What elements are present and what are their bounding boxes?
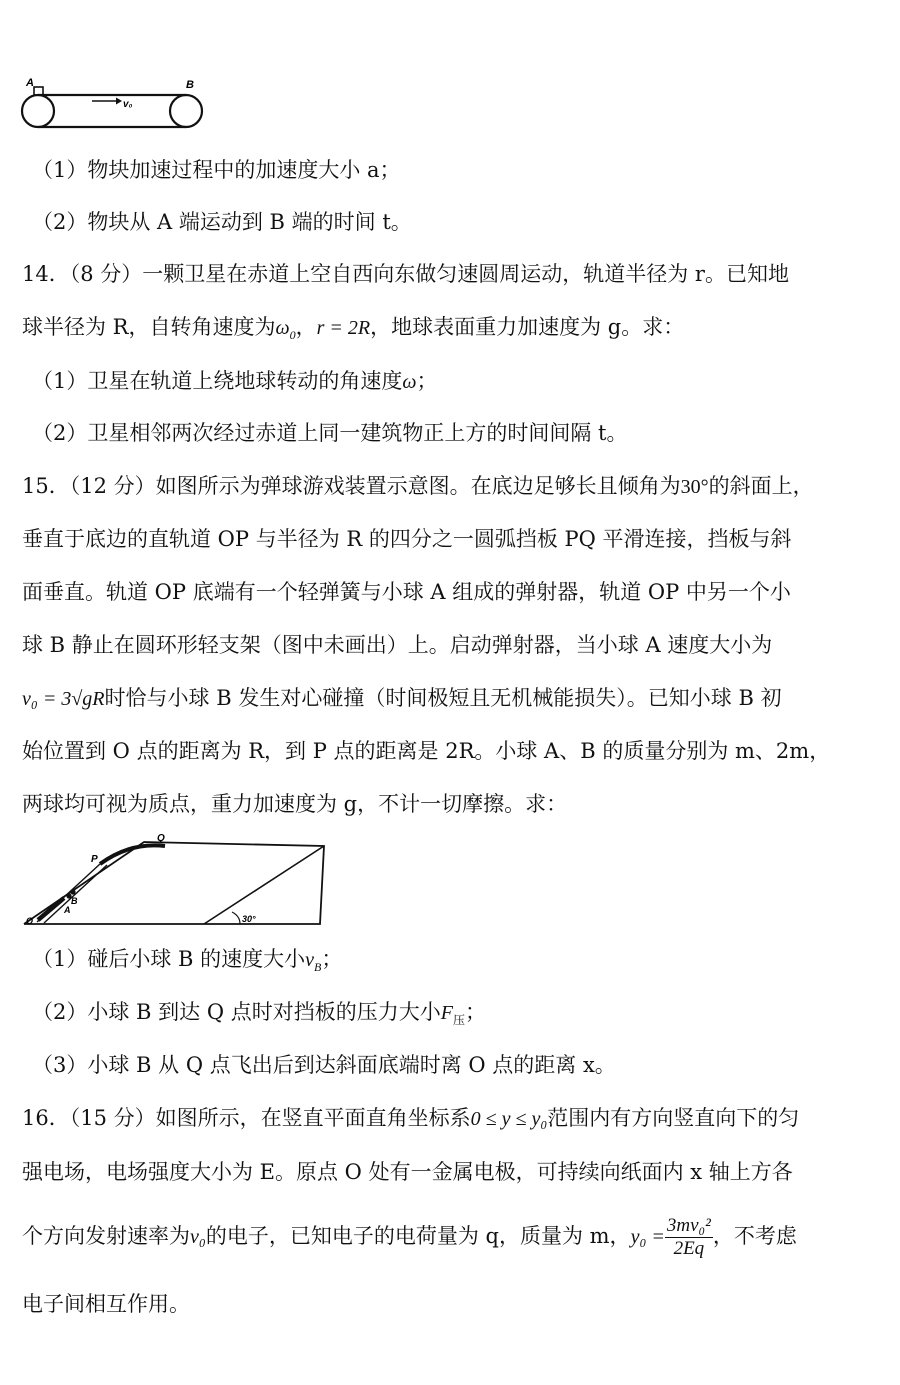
q14-part1-text: （1）卫星在轨道上绕地球转动的角速度	[32, 369, 403, 393]
slope-label-b: B	[71, 896, 78, 906]
q16-line3-text-c: ，不考虑	[712, 1224, 797, 1248]
q14-part1-end: ；	[416, 369, 438, 393]
q13-part1: （1）物块加速过程中的加速度大小 a；	[32, 158, 401, 182]
q16-line1-text-a: 16．（15 分）如图所示，在竖直平面直角坐标系	[22, 1106, 471, 1130]
q15-part1-text: （1）碰后小球 B 的速度大小	[32, 947, 306, 971]
q16-line1	[22, 1103, 799, 1134]
incline-track-figure	[18, 832, 330, 932]
slope-label-o: O	[26, 916, 34, 926]
omega0-symbol: $\omega_0$	[275, 317, 296, 342]
v0-formula: v₀ = 3√gR	[22, 688, 105, 710]
slope-label-p: P	[91, 854, 98, 865]
q13-part2: （2）物块从 A 端运动到 B 端的时间 t。	[32, 210, 412, 234]
q14-line1: 14．（8 分）一颗卫星在赤道上空自西向东做匀速圆周运动，轨道半径为 r。已知地	[22, 262, 789, 286]
q15-line6: 始位置到 O 点的距离为 R，到 P 点的距离是 2R。小球 A、B 的质量分别为 m、2m，	[22, 739, 831, 763]
conveyor-belt-figure	[18, 76, 213, 134]
incline-angle: 30°	[680, 476, 709, 498]
q16-line1-text-b: 范围内有方向竖直向下的匀	[547, 1106, 800, 1130]
belt-label-a: A	[26, 77, 34, 89]
q15-line1-text-a: 15．（12 分）如图所示为弹球游戏装置示意图。在底边足够长且倾角为	[22, 474, 681, 498]
y0-fraction	[665, 1215, 713, 1260]
q16-line3-text-a: 个方向发射速率为	[22, 1224, 190, 1248]
q14-part2: （2）卫星相邻两次经过赤道上同一建筑物正上方的时间间隔 t。	[32, 421, 628, 445]
q15-line3: 面垂直。轨道 OP 底端有一个轻弹簧与小球 A 组成的弹射器，轨道 OP 中另一个小	[22, 580, 791, 604]
q14-separator: ，	[295, 315, 317, 339]
force-symbol: $F_压$	[440, 1002, 465, 1027]
v0-symbol: v₀	[190, 1226, 206, 1248]
q14-part1	[32, 366, 437, 397]
y0-numerator: 3mv₀²	[666, 1215, 711, 1236]
q15-line1-text-b: 的斜面上，	[708, 474, 814, 498]
q16-line2: 强电场，电场强度大小为 E。原点 O 处有一金属电极，可持续向纸面内 x 轴上方各	[22, 1160, 793, 1184]
q15-part2-text: （2）小球 B 到达 Q 点时对挡板的压力大小	[32, 1000, 441, 1024]
slope-label-a: A	[64, 905, 71, 915]
field-range-formula: 0 ≤ y ≤ y₀	[470, 1108, 548, 1130]
q14-line2-text-b: ，地球表面重力加速度为 g。求：	[370, 315, 685, 339]
q15-part3: （3）小球 B 从 Q 点飞出后到达斜面底端时离 O 点的距离 x。	[32, 1053, 616, 1077]
q16-line3	[22, 1212, 797, 1261]
q16-line4: 电子间相互作用。	[22, 1292, 190, 1316]
belt-label-b: B	[186, 79, 194, 91]
slope-angle-label: 30°	[242, 914, 256, 924]
q15-line7: 两球均可视为质点，重力加速度为 g，不计一切摩擦。求：	[22, 792, 568, 816]
q15-part2	[32, 997, 486, 1035]
orbit-radius-formula: r = 2R	[316, 317, 371, 339]
q15-line2: 垂直于底边的直轨道 OP 与半径为 R 的四分之一圆弧挡板 PQ 平滑连接，挡板与斜	[22, 527, 792, 551]
q15-part2-end: ；	[464, 1000, 486, 1024]
y0-lhs: y₀ =	[630, 1226, 665, 1248]
q15-line4: 球 B 静止在圆环形轻支架（图中未画出）上。启动弹射器，当小球 A 速度大小为	[22, 633, 773, 657]
belt-label-v0: v₀	[123, 99, 133, 110]
vb-symbol: $v_B$	[305, 949, 322, 974]
q15-line5	[22, 683, 782, 714]
q15-line5-text: 时恰与小球 B 发生对心碰撞（时间极短且无机械能损失）。已知小球 B 初	[104, 686, 782, 710]
q15-part1	[32, 944, 342, 982]
q15-line1	[22, 471, 814, 502]
y0-denominator: 2Eq	[673, 1238, 705, 1259]
q15-part1-end: ；	[321, 947, 343, 971]
slope-label-q: Q	[157, 833, 165, 844]
omega-symbol: ω	[402, 371, 417, 393]
q14-line2	[22, 312, 684, 350]
q16-line3-text-b: 的电子，已知电子的电荷量为 q，质量为 m，	[205, 1224, 631, 1248]
q14-line2-text-a: 球半径为 R，自转角速度为	[22, 315, 276, 339]
